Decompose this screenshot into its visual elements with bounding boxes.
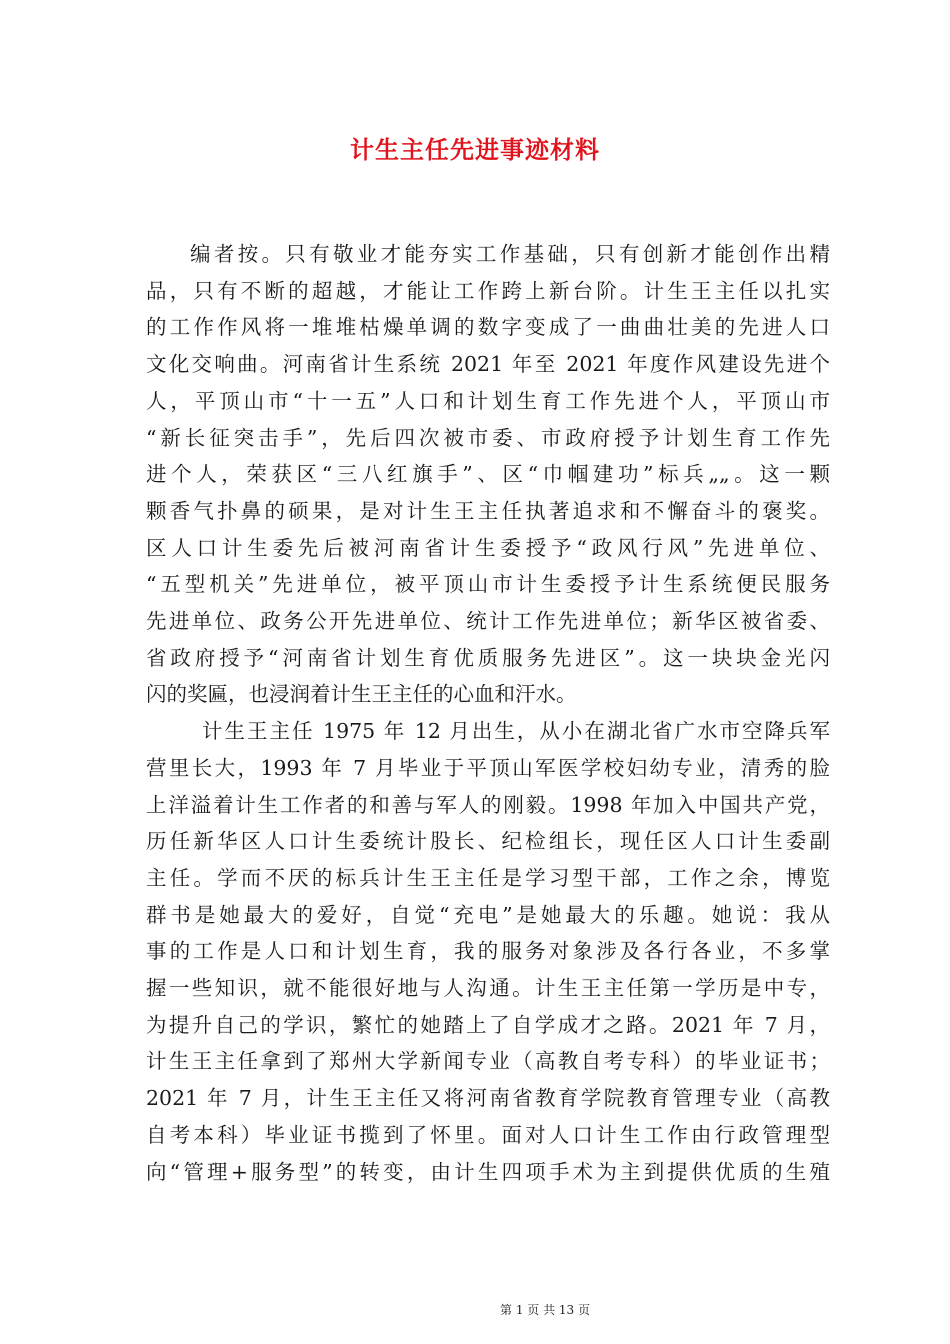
- text-line: 颗香气扑鼻的硕果，是对计生王主任执著追求和不懈奋斗的褒奖。: [146, 498, 830, 523]
- page-number-footer: 第 1 页 共 13 页: [500, 1303, 590, 1317]
- text-line: 握一些知识，就不能很好地与人沟通。计生王主任第一学历是中专，: [146, 976, 830, 1001]
- text-line: 向“管理+服务型”的转变，由计生四项手术为主到提供优质的生殖: [146, 1159, 830, 1184]
- text-line: “五型机关”先进单位，被平顶山市计生委授予计生系统便民服务: [146, 572, 830, 597]
- text-line: 省政府授予“河南省计划生育优质服务先进区”。这一块块金光闪: [146, 645, 830, 670]
- text-line: 人，平顶山市“十一五”人口和计划生育工作先进个人，平顶山市: [146, 388, 830, 413]
- text-line: 自考本科）毕业证书揽到了怀里。面对人口计生工作由行政管理型: [146, 1122, 830, 1147]
- text-line: 计生王主任拿到了郑州大学新闻专业（高教自考专科）的毕业证书；: [146, 1049, 830, 1074]
- text-line: 历任新华区人口计生委统计股长、纪检组长，现任区人口计生委副: [146, 829, 830, 854]
- text-line: 进个人，荣获区“三八红旗手”、区“巾帼建功”标兵„„。这一颗: [146, 462, 830, 487]
- document-body: [146, 236, 830, 1190]
- text-line: 计生王主任 1975 年 12 月出生，从小在湖北省广水市空降兵军: [202, 719, 830, 744]
- document-title: 计生主任先进事迹材料: [350, 135, 600, 164]
- text-line: 先进单位、政务公开先进单位、统计工作先进单位；新华区被省委、: [146, 609, 830, 634]
- text-line: 主任。学而不厌的标兵计生王主任是学习型干部，工作之余，博览: [146, 865, 830, 890]
- text-line: 为提升自己的学识，繁忙的她踏上了自学成才之路。2021 年 7 月，: [146, 1012, 830, 1037]
- text-line: 闪的奖匾，也浸润着计生王主任的心血和汗水。: [146, 682, 577, 707]
- text-line: 编者按。只有敬业才能夯实工作基础，只有创新才能创作出精: [190, 242, 830, 266]
- paragraph-biography: [146, 713, 830, 1190]
- text-line: 上洋溢着计生工作者的和善与军人的刚毅。1998 年加入中国共产党，: [146, 792, 830, 817]
- text-line: “新长征突击手”，先后四次被市委、市政府授予计划生育工作先: [146, 425, 830, 450]
- text-line: 群书是她最大的爱好，自觉“充电”是她最大的乐趣。她说：我从: [146, 902, 830, 927]
- paragraph-editor-note: [146, 236, 830, 713]
- text-line: 事的工作是人口和计划生育，我的服务对象涉及各行各业，不多掌: [146, 939, 830, 964]
- text-line: 营里长大，1993 年 7 月毕业于平顶山军医学校妇幼专业，清秀的脸: [146, 755, 830, 780]
- text-line: 文化交响曲。河南省计生系统 2021 年至 2021 年度作风建设先进个: [146, 352, 830, 377]
- text-line: 品，只有不断的超越，才能让工作跨上新台阶。计生王主任以扎实: [146, 278, 830, 303]
- text-line: 2021 年 7 月，计生王主任又将河南省教育学院教育管理专业（高教: [146, 1086, 830, 1111]
- text-line: 区人口计生委先后被河南省计生委授予“政风行风”先进单位、: [146, 535, 830, 560]
- text-line: 的工作作风将一堆堆枯燥单调的数字变成了一曲曲壮美的先进人口: [146, 315, 830, 340]
